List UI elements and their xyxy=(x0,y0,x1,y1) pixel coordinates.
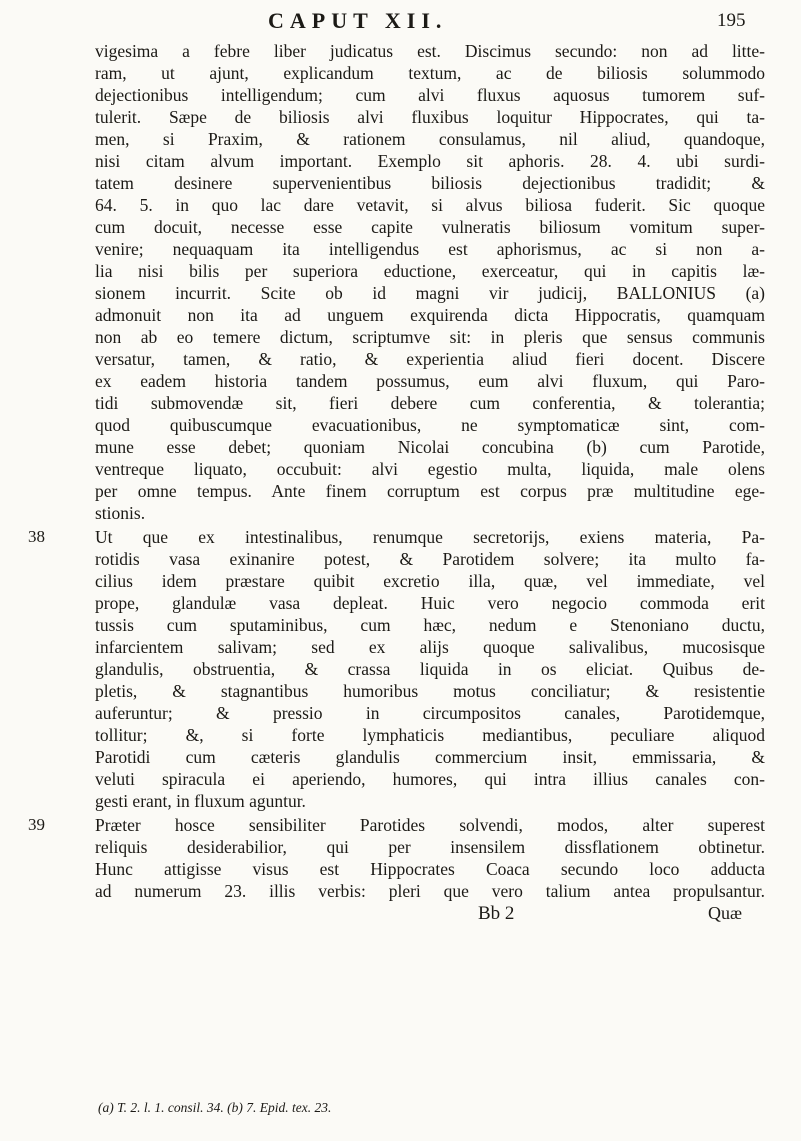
text-line: ram, ut ajunt, explicandum textum, ac de biliosis solummodo xyxy=(95,63,765,83)
catchword: Quæ xyxy=(708,903,743,923)
text-line: nisi citam alvum important. Exemplo sit aphoris. 28. 4. ubi surdi- xyxy=(95,151,765,171)
text-line: cum docuit, necesse esse capite vulneratis biliosum vomitum super- xyxy=(95,217,765,237)
text-line: glandulis, obstruentia, & crassa liquida in os eliciat. Quibus de- xyxy=(95,659,765,679)
text-line: tulerit. Sæpe de biliosis alvi fluxibus loquitur Hippocrates, qui ta- xyxy=(95,107,765,127)
text-line: veluti spiracula ei aperiendo, humores, qui intra illius canales con- xyxy=(95,769,765,789)
text-line: Ut que ex intestinalibus, renumque secretorijs, exiens materia, Pa- xyxy=(95,527,765,547)
text-line: ad numerum 23. illis verbis: pleri que vero talium antea propulsantur. xyxy=(95,881,765,901)
text-line: lia nisi bilis per superiora eductione, exerceatur, qui in capitis læ- xyxy=(95,261,765,281)
text-line: men, si Praxim, & rationem consulamus, nil aliud, quandoque, xyxy=(95,129,765,149)
text-line: infarcientem salivam; sed ex alijs quoque salivalibus, mucosisque xyxy=(95,637,765,657)
text-line: per omne tempus. Ante finem corruptum est corpus præ multitudine ege- xyxy=(95,481,765,501)
text-line: stionis. xyxy=(95,503,146,523)
text-line: versatur, tamen, & ratio, & experientia aliud fieri docent. Discere xyxy=(95,349,765,369)
text-line: tussis cum sputaminibus, cum hæc, nedum e Stenoniano ductu, xyxy=(95,615,765,635)
text-line: rotidis vasa exinanire potest, & Parotidem solvere; ita multo fa- xyxy=(95,549,765,569)
signature-mark: Bb 2 xyxy=(478,903,515,924)
text-line: dejectionibus intelligendum; cum alvi fluxus aquosus tumorem suf- xyxy=(95,85,765,105)
text-line: quod quibuscumque evacuationibus, ne symptomaticæ sint, com- xyxy=(95,415,765,435)
text-line: Parotidi cum cæteris glandulis commercium insit, emmissaria, & xyxy=(95,747,765,767)
text-line: cilius idem præstare quibit excretio illa, quæ, vel immediate, vel xyxy=(95,571,765,591)
text-line: gesti erant, in fluxum aguntur. xyxy=(95,791,306,811)
running-title: CAPUT XII. xyxy=(268,8,448,33)
text-line: reliquis desiderabilior, qui per insensilem dissflationem obtinetur. xyxy=(95,837,765,857)
text-line: mune esse debet; quoniam Nicolai concubina (b) cum Parotide, xyxy=(95,437,765,457)
text-line: Præter hosce sensibiliter Parotides solvendi, modos, alter superest xyxy=(95,815,765,835)
text-line: pletis, & stagnantibus humoribus motus conciliatur; & resistentie xyxy=(95,681,765,701)
paragraph-number: 38 xyxy=(28,527,45,546)
page-header xyxy=(0,8,801,38)
paragraph-number: 39 xyxy=(28,815,45,834)
text-line: admonuit non ita ad unguem exquirenda dicta Hippocratis, quamquam xyxy=(95,305,765,325)
text-line: auferuntur; & pressio in circumpositos canales, Parotidemque, xyxy=(95,703,765,723)
text-line: tidi submovendæ sit, fieri debere cum conferentia, & tolerantia; xyxy=(95,393,765,413)
text-line: ex eadem historia tandem possumus, eum alvi fluxum, qui Paro- xyxy=(95,371,765,391)
text-line: tatem desinere supervenientibus biliosis dejectionibus tradidit; & xyxy=(95,173,765,193)
text-line: prope, glandulæ vasa depleat. Huic vero negocio commoda erit xyxy=(95,593,765,613)
text-line: vigesima a febre liber judicatus est. Discimus secundo: non ad litte- xyxy=(95,41,765,61)
text-line: Hunc attigisse visus est Hippocrates Coaca secundo loco adducta xyxy=(95,859,765,879)
text-line: sionem incurrit. Scite ob id magni vir judicij, BALLONIUS (a) xyxy=(95,283,765,303)
page-number: 195 xyxy=(717,10,746,31)
text-line: tollitur; &, si forte lymphaticis mediantibus, peculiare aliquod xyxy=(95,725,765,745)
text-line: non ab eo temere dictum, scriptumve sit: in pleris que sensus communis xyxy=(95,327,765,347)
text-line: ventreque liquato, occubuit: alvi egestio multa, liquida, male olens xyxy=(95,459,765,479)
text-line: 64. 5. in quo lac dare vetavit, si alvus biliosa fuderit. Sic quoque xyxy=(95,195,765,215)
footnote: (a) T. 2. l. 1. consil. 34. (b) 7. Epid. tex. 23. xyxy=(98,1100,332,1115)
text-line: venire; nequaquam ita intelligendus est aphorismus, ac si non a- xyxy=(95,239,765,259)
